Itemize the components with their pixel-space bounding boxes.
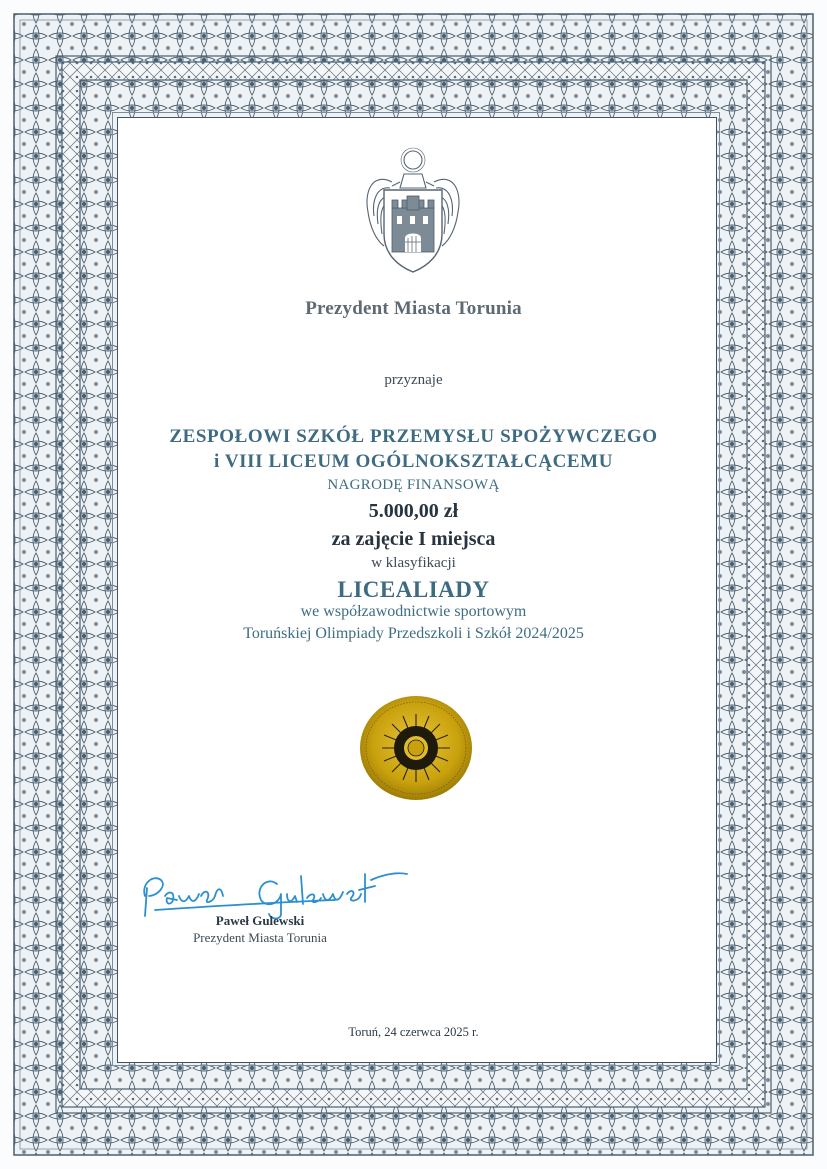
issuer-title: Prezydent Miasta Torunia [305,298,522,319]
signer-title: Prezydent Miasta Torunia [193,930,327,945]
classification-label: w klasyfikacji [371,555,456,571]
recipient-line-1: ZESPOŁOWI SZKÓŁ PRZEMYSŁU SPOŻYWCZEGO [169,426,658,447]
context-line-2: Toruńskiej Olimpiady Przedszkoli i Szkół 2024/2025 [243,625,584,642]
award-type: NAGRODĘ FINANSOWĄ [327,477,500,493]
recipient-line-2: i VIII LICEUM OGÓLNOKSZTAŁCĄCEMU [213,451,614,472]
context-line-1: we współzawodnictwie sportowym [300,603,527,620]
placement: za zajęcie I miejsca [331,528,496,550]
place-and-date: Toruń, 24 czerwca 2025 r. [348,1025,479,1039]
award-amount: 5.000,00 zł [368,500,459,522]
event-name: LICEALIADY [337,577,490,602]
torun-coat-of-arms-icon [362,142,464,274]
grants-verb: przyznaje [384,372,443,388]
signer-name: Paweł Gulewski [215,913,305,928]
gold-seal-icon [358,694,474,802]
